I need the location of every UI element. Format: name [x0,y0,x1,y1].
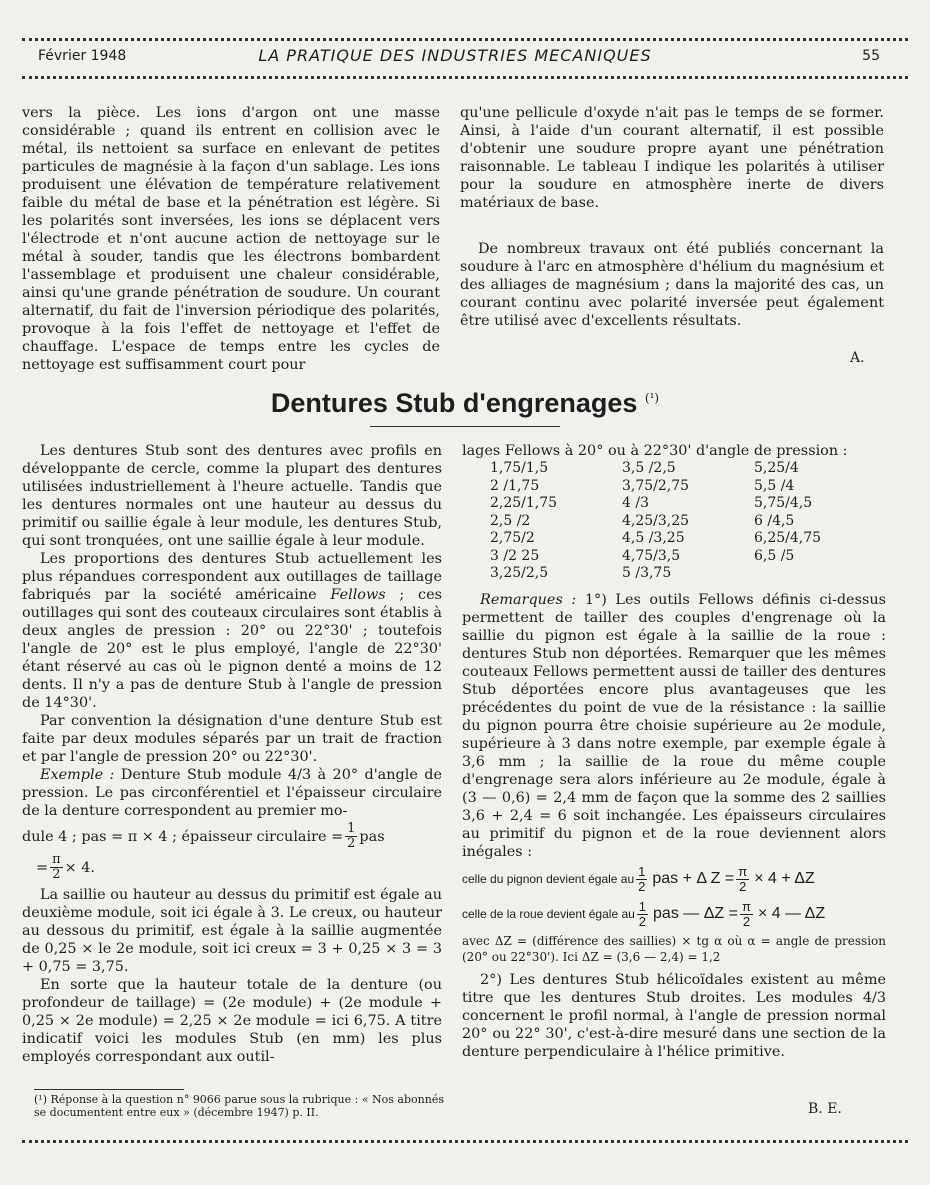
bottom-dotted-rule [22,1140,908,1143]
table-row: 2,75/2 4,5 /3,25 6,25/4,75 [490,530,822,546]
page-number: 55 [862,48,880,64]
signature-a: A. [850,350,865,366]
article-right-column [462,442,886,1061]
fellows-name: Fellows [330,587,386,603]
top-right-column [460,104,884,330]
title-rule [370,426,560,427]
convention-paragraph: Par convention la désignation d'une denture Stub est faite par deux modules séparés par un trait de fraction et par l'angle de pression 20° ou 22°30'. [22,713,442,765]
continued-paragraph-right: qu'une pellicule d'oxyde n'ait pas le temps de se former. Ainsi, à l'aide d'un courant alternatif, il est possible d'obtenir une soudure propre ayant une pénétration raisonnable. Le tableau I indique les polarités à utiliser pour la soudure en atmosphère inerte de divers matériaux de base. [460,105,884,211]
fraction-pi-half: $\frac{\pi}{2}$ [52,852,61,882]
example-paragraph: Exemple : Denture Stub module 4/3 à 20° d'angle de pression. Le pas circonférentiel et l'épaisseur circulaire de la denture correspondent au premier mo- [22,767,442,819]
table-row: 2,25/1,75 4 /3 5,75/4,5 [490,495,813,511]
formula-wheel: celle de la roue devient égale au $\frac{1}{2}$ pas — ΔZ = $\frac{\pi}{2}$ × 4 — ΔZ [462,898,826,929]
delta-z-definition: avec ΔZ = (différence des saillies) × tg α où α = angle de pression (20° ou 22°30'). Ici ΔZ = (3,6 — 2,4) = 1,2 [462,933,886,964]
article-title [0,388,930,419]
signature-be: B. E. [808,1101,842,1117]
fraction-pi-half: $\frac{\pi}{2}$ [738,863,748,894]
fraction-pi-half: $\frac{\pi}{2}$ [741,898,751,929]
page-header [30,46,880,68]
fraction-one-half: $\frac{1}{2}$ [638,898,647,929]
total-depth-paragraph: En sorte que la hauteur totale de la denture (ou profondeur de taillage) = (2e module) + (2e module + 0,25 × 2e module) = 2,25 × 2e module = ici 6,75. A titre indicatif voici les modules Stub (en mm) les plus employés correspondant aux outil- [22,977,442,1065]
top-dotted-rule [22,38,908,41]
addendum-paragraph: La saillie ou hauteur au dessus du primitif est égale au deuxième module, soit ici égale à 3. Le creux, ou hauteur au dessous du primitif, est égale à la saillie augmentée de 0,25 × le 2e module, soit ici creux = 3 + 0,25 × 3 = 3 + 0,75 = 3,75. [22,887,442,975]
top-left-column [22,104,440,374]
footnote-rule [34,1089,184,1090]
header-dotted-rule [22,76,908,79]
article-title-text: Dentures Stub d'engrenages [270,388,638,418]
fraction-one-half: $\frac{1}{2}$ [347,821,356,851]
equation-thickness: = $\frac{\pi}{2}$ × 4. [36,852,95,882]
article-left-column [22,442,442,1066]
stub-modules-table [490,460,886,583]
remarks-paragraph: Remarques : 1°) Les outils Fellows définis ci-dessus permettent de tailler des couples d'engrenage où la saillie du pignon est égale à la saillie de la roue : dentures Stub non déportées. Remarquer que les mêmes couteaux Fellows permettent aussi de tailler des dentures Stub déportées encore plus avantageuses que les précédentes du point de vue de la résistance : la saillie du pignon pourra être choisie supérieure au 2e module, supérieure à 3 dans notre exemple, par exemple égale à 3,6 mm ; la saillie de la roue du même couple d'engrenage sera alors inférieure au 2e module, égale à (3 — 0,6) = 2,4 mm de façon que la somme des 2 saillies 3,6 + 2,4 = 6 soit inchangée. Les épaisseurs circulaires au primitif du pignon et de la roue deviennent alors inégales : [462,591,886,860]
table-row: 3,25/2,5 5 /3,75 [490,565,672,581]
table-row: 3 /2 25 4,75/3,5 6,5 /5 [490,547,795,564]
helium-paragraph: De nombreux travaux ont été publiés concernant la soudure à l'arc en atmosphère d'hélium du magnésium et des alliages de magnésium ; dans la majorité des cas, un courant continu avec polarité inversée peut également être utilisé avec d'excellents résultats. [460,241,884,329]
equation-pitch: dule 4 ; pas = π × 4 ; épaisseur circulaire = $\frac{1}{2}$ pas [22,821,385,851]
table-row: 2,5 /2 4,25/3,25 6 /4,5 [490,512,795,529]
continued-paragraph-left: vers la pièce. Les ions d'argon ont une masse considérable ; quand ils entrent en collision avec le métal, ils nettoient sa surface en enlevant de petites particules de magnésie à la façon d'un sablage. Les ions produisent une élévation de température relativement faible du métal de base et la pénétration est légère. Si les polarités sont inversées, les ions se déplacent vers l'électrode et n'ont aucune action de nettoyage sur le métal à souder, tandis que les électrons bombardent l'assemblage et produisent une chaleur considérable, ainsi qu'une grande pénétration de soudure. Un courant alternatif, du fait de l'inversion périodique des polarités, provoque à la fois l'effet de nettoyage et l'effet de chauffage. L'espace de temps entre les cycles de nettoyage est suffisamment court pour [22,105,440,373]
helical-paragraph: 2°) Les dentures Stub hélicoïdales existent au même titre que les dentures Stub droites. Les modules 4/3 concernent le profil normal, à l'angle de pression normal 20° ou 22° 30', c'est-à-dire mesuré dans une section de la denture perpendiculaire à l'hélice primitive. [462,971,886,1060]
fraction-one-half: $\frac{1}{2}$ [638,863,646,894]
modules-intro: lages Fellows à 20° ou à 22°30' d'angle de pression : [462,443,848,459]
footnote: (¹) Réponse à la question n° 9066 parue sous la rubrique : « Nos abonnés se documentent entre eux » (décembre 1947) p. II. [34,1093,444,1119]
issue-date: Février 1948 [38,48,127,64]
intro-paragraph: Les dentures Stub sont des dentures avec profils en développante de cercle, comme la plupart des dentures utilisées industriellement à l'heure actuelle. Tandis que les dentures normales ont une hauteur au dessus du primitif ou saillie égale à leur module, les dentures Stub, qui sont tronquées, ont une saillie égale à leur module. [22,443,442,549]
table-row: 1,75/1,5 3,5 /2,5 5,25/4 [490,460,799,476]
proportions-paragraph: Les proportions des dentures Stub actuellement les plus répandues correspondent aux outillages de taillage fabriqués par la société américaine Fellows ; ces outillages qui sont des couteaux circulaires sont établis à deux angles de pression : 20° ou 22°30' ; toutefois l'angle de 20° est le plus employé, l'angle de 22°30' étant réservé au cas où le pignon denté a moins de 12 dents. Il n'y a pas de denture Stub à l'angle de pression de 14°30'. [22,551,442,711]
formula-pinion: celle du pignon devient égale au $\frac{1}{2}$ pas + Δ Z = $\frac{\pi}{2}$ × 4 + ΔZ [462,863,815,894]
title-footnote-mark: (¹) [644,391,660,405]
table-row: 2 /1,75 3,75/2,75 5,5 /4 [490,477,795,494]
running-title: LA PRATIQUE DES INDUSTRIES MECANIQUES [258,46,652,65]
